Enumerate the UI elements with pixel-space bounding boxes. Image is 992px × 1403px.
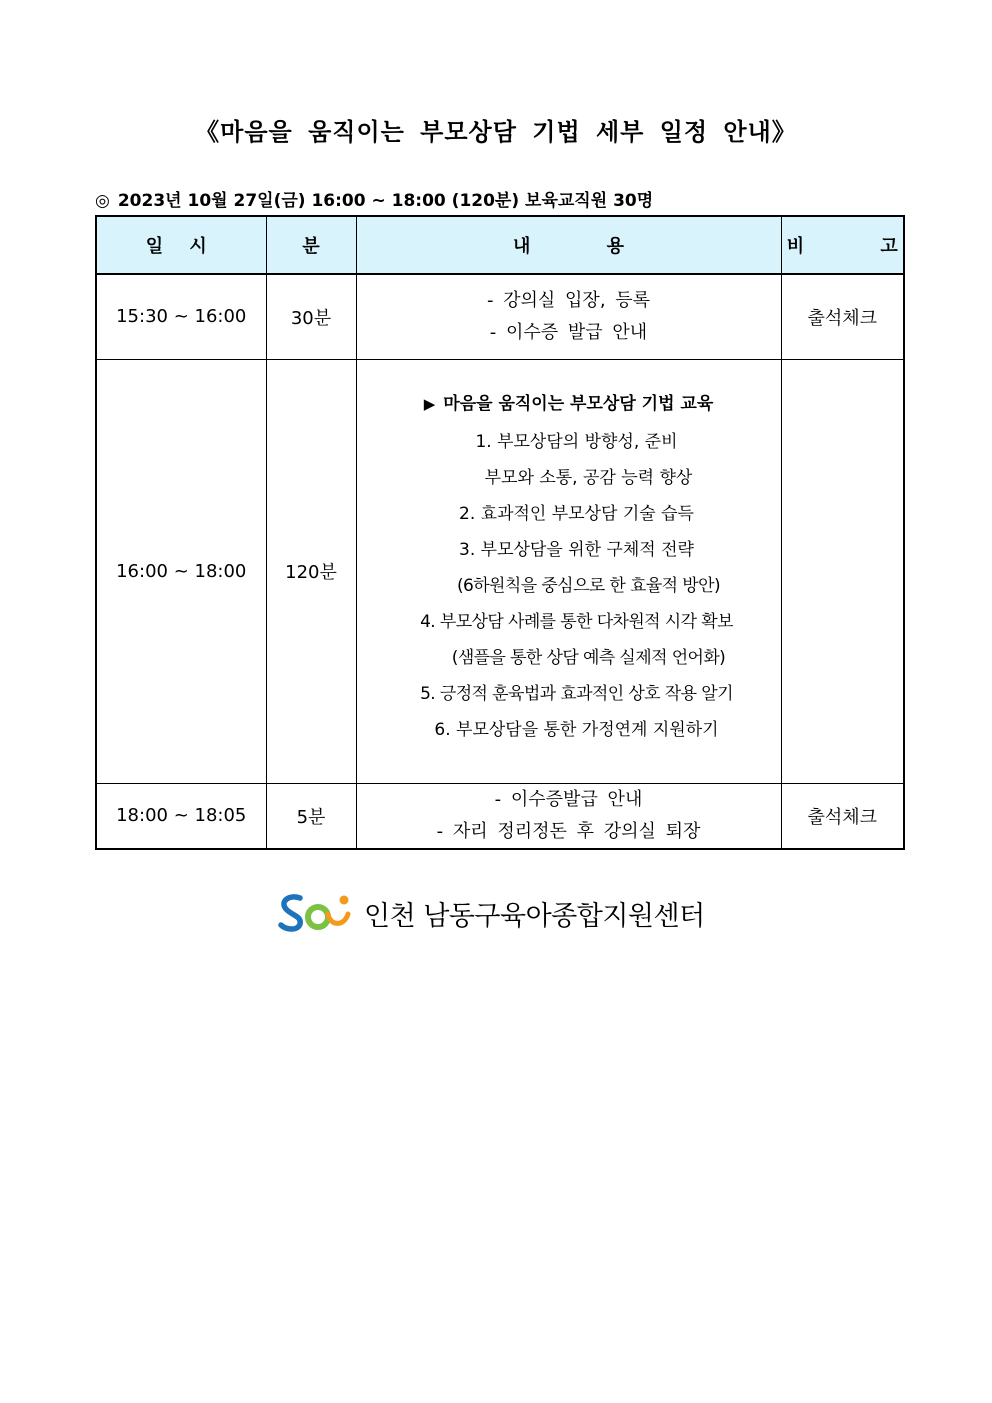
- list-item: 3. 부모상담을 위한 구체적 전략: [459, 539, 694, 560]
- list-item: 5. 긍정적 훈육법과 효과적인 상호 작용 알기: [420, 683, 733, 704]
- table-row: [96, 359, 904, 783]
- schedule-table: [95, 215, 905, 850]
- event-summary: [95, 186, 653, 211]
- list-item: (6하원칙을 중심으로 한 효율적 방안): [456, 575, 720, 596]
- row-note: [781, 359, 904, 783]
- triangle-right-icon: ▶: [423, 394, 436, 413]
- double-circle-icon: ◎: [95, 191, 110, 211]
- content-line: - 이수증 발급 안내: [489, 321, 648, 343]
- event-summary-text: 2023년 10월 27일(금) 16:00 ~ 18:00 (120분) 보육교직원 30명: [117, 191, 654, 211]
- header-duration: 분: [266, 216, 356, 274]
- row-duration: 120분: [266, 359, 356, 783]
- header-note: 비 고: [781, 216, 904, 274]
- content-line: - 강의실 입장, 등록: [486, 289, 651, 311]
- row-content: [356, 274, 781, 359]
- row-duration: 5분: [266, 783, 356, 849]
- row-note: 출석체크: [781, 274, 904, 359]
- header-time: 일 시: [96, 216, 266, 274]
- row-time: 16:00 ~ 18:00: [96, 359, 266, 783]
- row-time: 15:30 ~ 16:00: [96, 274, 266, 359]
- organization-name: 인천 남동구육아종합지원센터: [364, 900, 705, 932]
- list-item: 부모와 소통, 공감 능력 향상: [484, 467, 693, 488]
- content-line: - 자리 정리정돈 후 강의실 퇴장: [436, 820, 701, 842]
- table-header-row: [96, 216, 904, 274]
- list-item: 6. 부모상담을 통한 가정연계 지원하기: [434, 719, 719, 740]
- education-heading-text: 마음을 움직이는 부모상담 기법 교육: [443, 393, 714, 414]
- row-content: [356, 359, 781, 783]
- row-note: 출석체크: [781, 783, 904, 849]
- header-content: 내 용: [356, 216, 781, 274]
- table-row: [96, 783, 904, 849]
- table-row: [96, 274, 904, 359]
- row-content: [356, 783, 781, 849]
- footer: [278, 893, 705, 933]
- list-item: 1. 부모상담의 방향성, 준비: [475, 431, 678, 452]
- center-logo-icon: [278, 892, 354, 934]
- education-heading: [357, 384, 781, 424]
- list-item: (샘플을 통한 상담 예측 실제적 언어화): [451, 647, 726, 668]
- row-time: 18:00 ~ 18:05: [96, 783, 266, 849]
- row-duration: 30분: [266, 274, 356, 359]
- page-title: 《마음을 움직이는 부모상담 기법 세부 일정 안내》: [195, 118, 797, 146]
- content-line: - 이수증발급 안내: [494, 788, 643, 810]
- list-item: 2. 효과적인 부모상담 기술 습득: [459, 503, 694, 524]
- list-item: 4. 부모상담 사례를 통한 다차원적 시각 확보: [420, 611, 733, 632]
